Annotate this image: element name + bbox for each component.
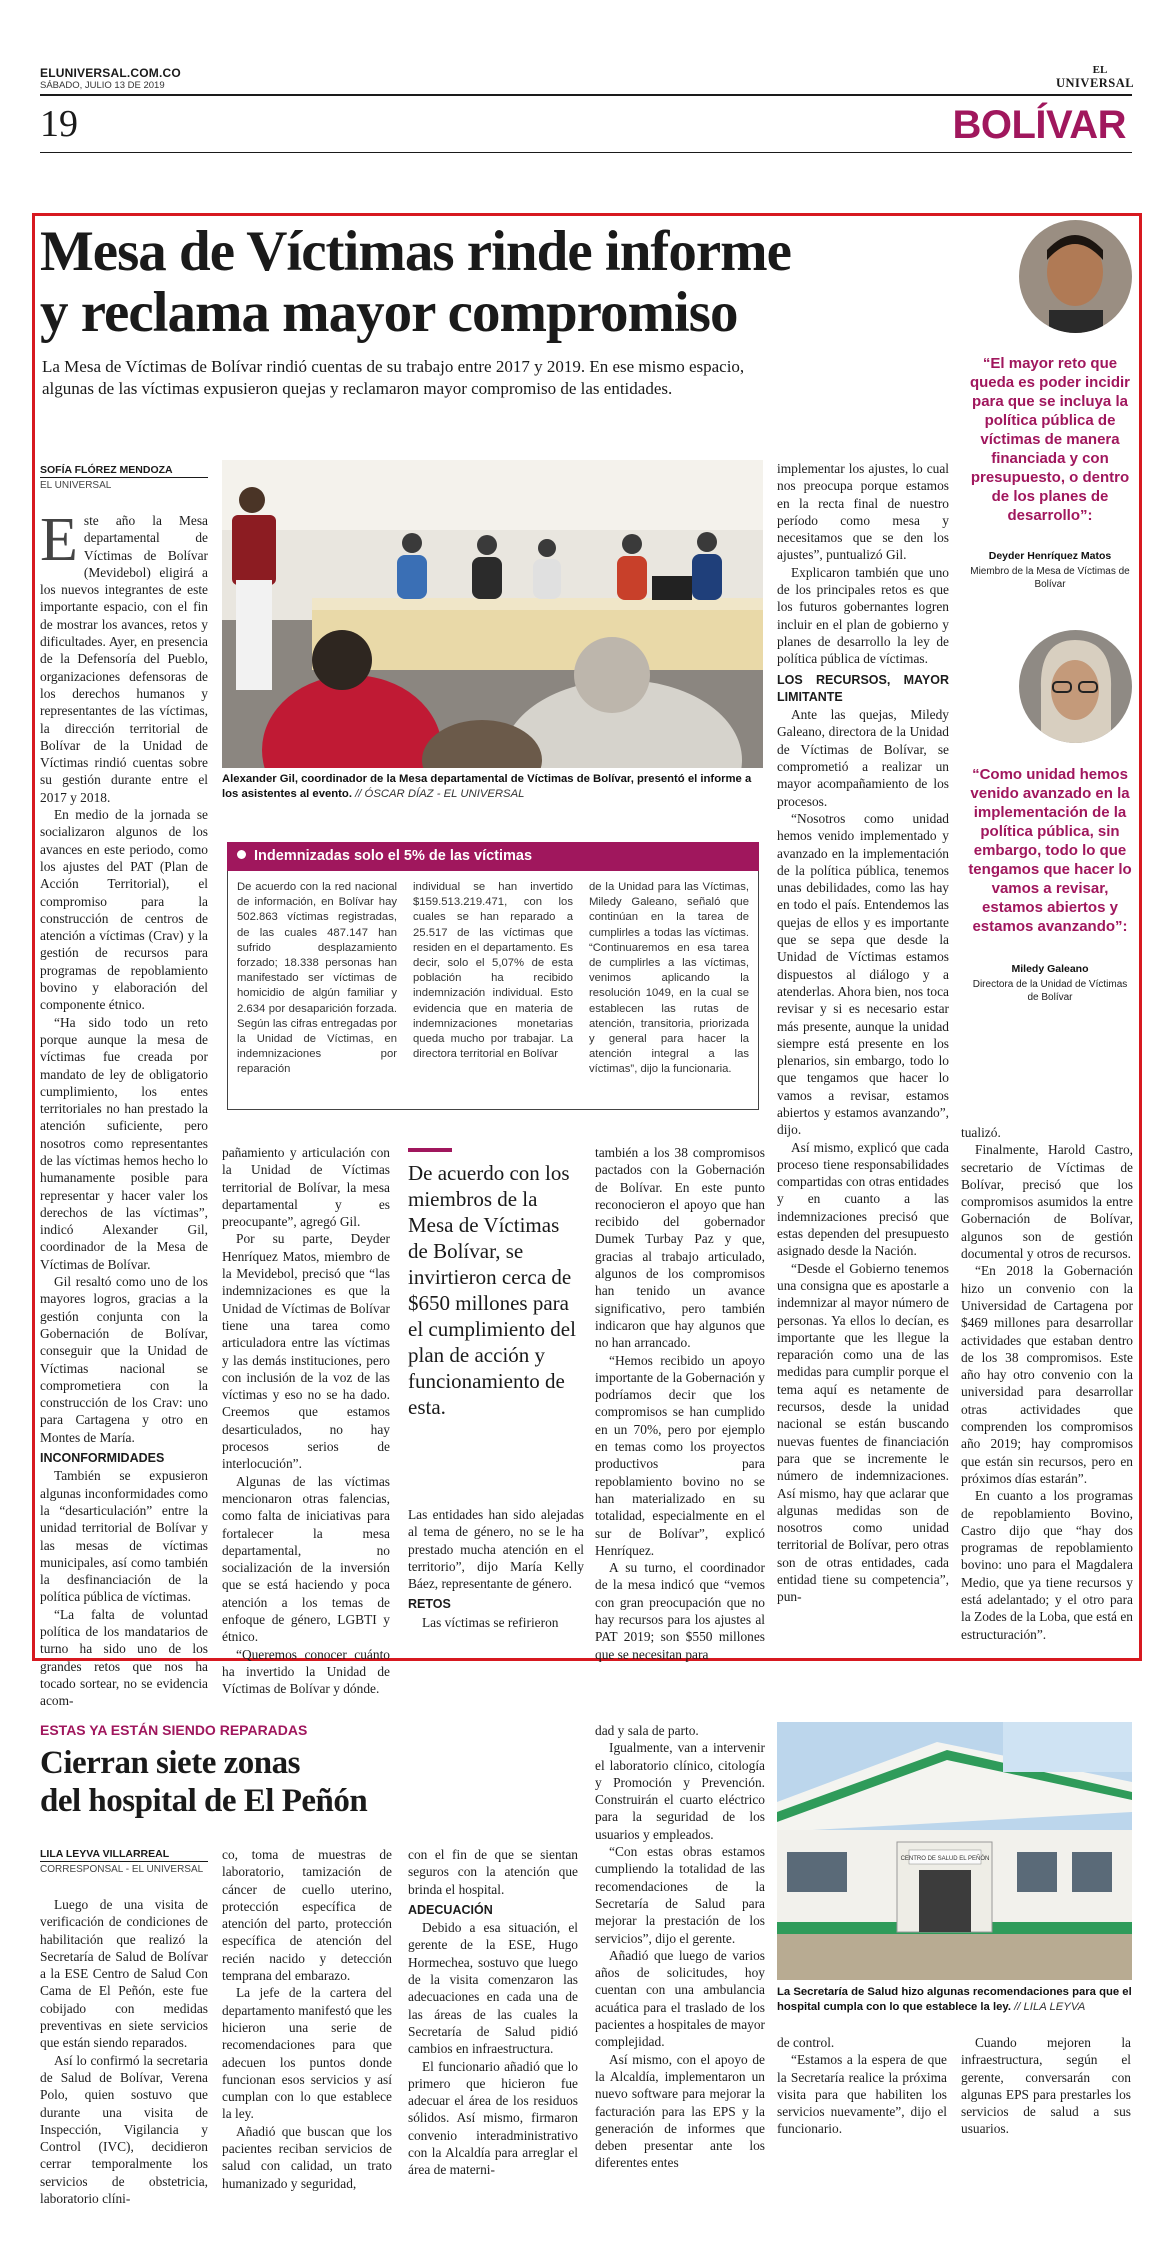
story2-column-2: co, toma de muestras de laboratorio, tamización de cáncer de cuello uterino, protección específica de atención del parto, protección específica de atención del recién nacido y detección temprana del embarazo. La jefe de la cartera del departamento manifestó que les hicieron una serie de recomendaciones para que adecuen los puntos donde funcionan esos servicios y así cumplan con lo que establece la ley. Añadió que buscan que los pacientes reciban servicios de salud con calidad, un trato humanizado y seguridad, bbox=[222, 1847, 392, 2191]
subhead-retos: RETOS bbox=[408, 1597, 451, 1612]
indemnizadas-box-header bbox=[227, 842, 759, 871]
box-column-3: de la Unidad para las Víctimas, Miledy Galeano, señaló que continúan en la tarea de cumplirles a todas las víctimas. “Continuaremos en esa tarea de cumplirles a las víctimas, venimos aplicando la resolución 1049, en la cual se establecen las rutas de atención, transitoria, priorizada y general para hacer la atención integral a las víctimas”, dijo la funcionaria. bbox=[589, 881, 749, 1076]
page-number: 19 bbox=[40, 103, 78, 145]
byline-rule bbox=[40, 477, 208, 478]
deck-line-1: La Mesa de Víctimas de Bolívar rindió cuentas de su trabajo entre 2017 y 2019. En ese mismo espacio, bbox=[42, 357, 745, 376]
story2-headline-line-1: Cierran siete zonas bbox=[40, 1745, 300, 1781]
subhead-inconformidades: INCONFORMIDADES bbox=[40, 1451, 165, 1466]
box-title: Indemnizadas solo el 5% de las víctimas bbox=[254, 848, 533, 864]
story1-column-3: Las entidades han sido alejadas al tema de género, no se le ha prestado mucha atención en el territorio”, dijo María Kelly Báez, representante de género. RETOS Las víctimas se refirieron bbox=[408, 1507, 584, 1630]
quote-deyder-role: Miembro de la Mesa de Víctimas de Bolívar bbox=[970, 566, 1130, 590]
drop-cap: E bbox=[40, 506, 78, 574]
story2-column-5: de control. “Estamos a la espera de que la Secretaría realice la próxima visita para que habiliten los servicios nuevamente”, dijo el funcionario. bbox=[777, 2035, 947, 2137]
story2-column-3: con el fin de que se sientan seguros con la atención que brinda el hospital. ADECUACIÓN Debido a esa situación, el gerente de la ESE, Hugo Hormechea, sostuvo que luego de la visita comenzaron las adecuaciones en cada una de las áreas de las cuales la Secretaría de Salud pidió cambios en infraestructura. El funcionario añadió que lo primero que hicieron fue adecuar el área de los residuos sólidos. Así mismo, firmaron convenio interadministrativo con la Alcaldía para arreglar el área de materni- bbox=[408, 1847, 578, 2178]
section-title: BOLÍVAR bbox=[952, 103, 1126, 147]
story2-column-1: Luego de una visita de verificación de condiciones de habilitación que realizó la Secretaría de Salud de Bolívar a la ESE Centro de Salud Con Cama de El Peñón, este fue cobijado con medidas preventivas en siete servicios que están siendo reparados. Así lo confirmó la secretaria de Salud de Bolívar, Verena Polo, quien sostuvo que durante una visita de Inspección, Vigilancia y Control (IVC), decidieron cerrar temporalmente los servicios de obstetricia, laboratorio clíni- bbox=[40, 1897, 208, 2207]
story2-headline-line-2: del hospital de El Peñón bbox=[40, 1783, 368, 1819]
hospital-photo-caption: La Secretaría de Salud hizo algunas recomendaciones para que el hospital cumpla con lo que establece la ley. // LILA LEYVA bbox=[777, 1986, 1132, 2013]
story2-byline-org: CORRESPONSAL - EL UNIVERSAL bbox=[40, 1864, 204, 1875]
hospital-photo-credit: // LILA LEYVA bbox=[1014, 2001, 1086, 2013]
meeting-photo-caption: Alexander Gil, coordinador de la Mesa departamental de Víctimas de Bolívar, presentó el informe a los asistentes al evento. // ÓSCAR DÍAZ - EL UNIVERSAL bbox=[222, 773, 752, 800]
masthead-rule bbox=[40, 94, 1132, 96]
bullet-icon bbox=[237, 850, 246, 859]
section-rule bbox=[40, 152, 1132, 153]
quote-deyder-name: Deyder Henríquez Matos bbox=[988, 550, 1112, 562]
byline-org: EL UNIVERSAL bbox=[40, 480, 112, 491]
portrait-miledy bbox=[1019, 630, 1132, 743]
site-url[interactable]: ELUNIVERSAL.COM.CO bbox=[40, 66, 181, 80]
quote-miledy: “Como unidad hemos venido avanzado en la implementación de la política pública, sin embargo, todo lo que tengamos que hacer lo vamos a revisar, estamos abiertos y estamos avanzando”: bbox=[968, 766, 1132, 935]
quote-deyder: “El mayor reto que queda es poder incidir para que se incluya la política pública de víctimas de manera financiada y con presupuesto, o dentro de los planes de desarrollo”: bbox=[969, 355, 1131, 524]
box-column-2: individual se han invertido $159.513.219.471, con los cuales se han reparado a 25.517 de las víctimas que residen en el departamento. Es decir, solo el 5,07% de esta población ha recibido indemnización individual. Esto evidencia que en materia de indemnizaciones monetarias queda mucho por trabajar. La directora territorial en Bolívar bbox=[413, 881, 573, 1061]
pullquote: De acuerdo con los miembros de la Mesa de Víctimas de Bolívar, se invirtieron cerca de $650 millones para el cumplimiento del plan de acción y funcionamiento de esta. bbox=[408, 1161, 576, 1419]
byline-name: SOFÍA FLÓREZ MENDOZA bbox=[40, 464, 173, 476]
story2-kicker: ESTAS YA ESTÁN SIENDO REPARADAS bbox=[40, 1722, 308, 1738]
headline-line-2: y reclama mayor compromiso bbox=[40, 281, 738, 344]
story2-byline-rule bbox=[40, 1861, 208, 1862]
box-column-1: De acuerdo con la red nacional de información, en Bolívar hay 502.863 víctimas registradas, de las cuales 487.147 han sufrido desplazamiento forzado; 18.338 personas han manifestado ser víctimas de homicidio de algún familiar y 2.634 por desaparición forzada. Según las cifras entregadas por la Unidad de Víctimas, en indemnizaciones por reparación bbox=[237, 881, 397, 1076]
headline-line-1: Mesa de Víctimas rinde informe bbox=[40, 220, 791, 283]
subhead-recursos: LOS RECURSOS, MAYOR LIMITANTE bbox=[777, 672, 949, 704]
story1-column-4: también a los 38 compromisos pactados con la Gobernación de Bolívar. En este punto reconocieron el apoyo que han recibido del gobernador Dumek Turbay Paz y que, gracias al trabajo articulado, algunos de los compromisos han tenido un avance significativo, pero también indicaron que hay algunos que no han arrancado. “Hemos recibido un apoyo importante de la Gobernación y podríamos decir que los compromisos se han cumplido en un 70%, pero por ejemplo en temas como los proyectos productivos para repoblamiento bovino no se han materializado en su totalidad, especialmente en el sur de Bolívar”, explicó Henríquez. A su turno, el coordinador de la mesa indicó que “vemos con gran preocupación que no hay recursos para los ajustes al PAT 2019; son $550 millones que se necesitan para bbox=[595, 1145, 765, 1662]
hospital-sign: CENTRO DE SALUD EL PEÑÓN bbox=[900, 1856, 990, 1862]
logo-universal: UNIVERSAL bbox=[1056, 76, 1135, 90]
story2-column-4: dad y sala de parto. Igualmente, van a intervenir el laboratorio clínico, citología y Promoción y Prevención. Construirán el cuarto eléctrico para la seguridad de los usuarios y empleados. “Con estas obras estamos cumpliendo la totalidad de las recomendaciones de la Secretaría de Salud para mejorar la prestación de los servicios”, dijo el gerente. Añadió que luego de varios años de solicitudes, hoy cuentan con una ambulancia acuática para el traslado de los pacientes a hospitales de mayor complejidad. Así mismo, con el apoyo de la Alcaldía, implementaron un nuevo software para mejorar la facturación para las EPS y la generación de informes que deben presentar ante los diferentes entes bbox=[595, 1723, 765, 2171]
portrait-deyder bbox=[1019, 220, 1132, 333]
story1-column-1: Este año la Mesa departamental de Víctimas de Bolívar (Mevidebol) eligirá a los nuevos integrantes de este importante espacio, con el fin de mostrar los avances, retos y dificultades. Ayer, en presencia de la Defensoría del Pueblo, organizaciones defensoras de los derechos humanos y representantes de las víctimas, la dirección territorial de Bolívar de la Unidad de Víctimas rindió cuentas sobre su gestión durante entre el 2017 y 2018. En medio de la jornada se socializaron algunos de los avances en este periodo, como los ajustes del PAT (Plan de Acción Territorial), el compromiso para la construcción de centros de atención a víctimas (Crav) y la gestión de recursos para programas de repoblamiento bovino y elaboración del componente étnico. “Ha sido todo un reto porque aunque la mesa de víctimas fue creada por mandato de ley de obligatorio cumplimiento, los entes territoriales no han prestado la atención suficiente, pero nosotros como representantes de las víctimas hemos hecho lo humanamente posible para representar y hacer valer los derechos de las víctimas”, indicó Alexander Gil, coordinador de la Mesa de Víctimas de Bolívar. Gil resaltó como uno de los mayores logros, gracias a la gestión conjunta con la Gobernación de Bolívar, conseguir que la Unidad de Víctimas nacional se comprometiera con la construcción de los Crav: uno para Cartagena y otro en Montes de María. INCONFORMIDADES También se expusieron algunas inconformidades como la “desarticulación” entre la unidad territorial de Bolívar y las mesas de víctimas municipales, así como también la desfinanciación de la política pública de víctimas. “La falta de voluntad política de los mandatarios de turno ha sido uno de los grandes retos que nos ha tocado sortear, no se evidencia acom- bbox=[40, 506, 208, 1709]
subhead-adecuacion: ADECUACIÓN bbox=[408, 1902, 493, 1917]
story2-byline-name: LILA LEYVA VILLARREAL bbox=[40, 1848, 170, 1860]
quote-miledy-role: Directora de la Unidad de Víctimas de Bolívar bbox=[972, 979, 1128, 1003]
story2-column-6: Cuando mejoren la infraestructura, según el gerente, conversarán con algunas EPS para prestarles los servicios de salud a sus usuarios. bbox=[961, 2035, 1131, 2137]
story1-column-5: implementar los ajustes, lo cual nos preocupa porque estamos en la recta final de nuestro período como mesa y necesitamos que se den los ajustes”, puntualizó Gil. Explicaron también que uno de los principales retos es que los futuros gobernantes logren incluir en el plan de gobierno y planes de desarrollo la ley de política pública de víctimas. LOS RECURSOS, MAYOR LIMITANTE Ante las quejas, Miledy Galeano, directora de la Unidad de Víctimas de Bolívar, se comprometió a realizar un mayor acompañamiento de los procesos. “Nosotros como unidad hemos venido implementado y avanzado en la implementación de la política pública, tenemos unas debilidades, como las hay en todo el país. Entendemos las quejas de ellos y es importante que se sepa que desde la Unidad de Víctimas estamos dispuestos al diálogo y a atenderlas. Ahora bien, nos toca revisar y si es necesario estar más presente, aunque la unidad siempre está presente en los plenarios, sin embargo, todo lo que tengamos que hacer lo vamos a revisar, estamos abiertos y estamos avanzando”, dijo. Así mismo, explicó que cada proceso tiene responsabilidades compartidas con otras entidades y en cuanto a las indemnizaciones precisó que estas dependen del presupuesto asignado desde la Nación. “Desde el Gobierno tenemos una consigna que es apostarle a indemnizar al mayor número de personas. Ya ellos lo decían, es importante que les llegue la reparación como una de las medidas para cumplir porque el tema aquí es netamente de recursos, desde la unidad nacional se están buscando nuevas fuentes de financiación para que se incremente le número de indemnizaciones. Así mismo, hay que aclarar que algunas medidas son de nosotros como unidad territorial de Bolívar, pero otras son de otras entidades, cada entidad tiene su competencia”, pun- bbox=[777, 461, 949, 1605]
deck-line-2: algunas de las víctimas expusieron quejas y reclamaron mayor compromiso de las entidades. bbox=[42, 379, 673, 398]
pullquote-accent bbox=[408, 1148, 452, 1152]
meeting-photo bbox=[222, 460, 763, 768]
hospital-photo bbox=[777, 1722, 1132, 1980]
story1-column-6: tualizó. Finalmente, Harold Castro, secretario de Víctimas de Bolívar, precisó que los compromisos asumidos la entre Gobernación de Bolívar, algunos son de gestión documental y otros de recursos. “En 2018 la Gobernación hizo un convenio con la Universidad de Cartagena por $469 millones para desarrollar actividades que estaban dentro de los 38 compromisos. Este año hay otro convenio con la universidad para desarrollar otras actividades que comprenden los compromisos año 2019; hay compromisos que están sin recursos, pero en próximos días estarán”. En cuanto a los programas de repoblamiento Bovino, Castro dijo que “hay dos programas de repoblamiento bovino: uno para el Magdalera Medio, que ya tiene recursos y está adelantado; y el otro para la Zodes de la Loba, que está en estructuración”. bbox=[961, 1125, 1133, 1642]
issue-date: SÁBADO, JULIO 13 DE 2019 bbox=[40, 80, 165, 91]
meeting-photo-credit: // ÓSCAR DÍAZ - EL UNIVERSAL bbox=[355, 788, 525, 800]
quote-miledy-name: Miledy Galeano bbox=[1011, 963, 1089, 975]
story1-column-2: pañamiento y articulación con la Unidad de Víctimas territorial de Bolívar, la mesa departamental y es preocupante”, agregó Gil. Por su parte, Deyder Henríquez Matos, miembro de la Mevidebol, precisó que “las indemnizaciones es que la Unidad de Víctimas de Bolívar tiene una tarea como articuladora entre las víctimas y las demás instituciones, pero con inclusión de la voz de las víctimas y eso no se ha dado. Creemos que estamos desarticulados, no hay procesos serios de interlocución”. Algunas de las víctimas mencionaron otras falencias, como falta de iniciativas para fortalecer la mesa departamental, no socialización de la inversión que se está haciendo y poca atención a los temas de enfoque de género, LGBTI y étnico. “Queremos conocer cuánto ha invertido la Unidad de Víctimas de Bolívar y dónde. bbox=[222, 1145, 390, 1697]
logo-el: EL bbox=[1092, 64, 1108, 76]
